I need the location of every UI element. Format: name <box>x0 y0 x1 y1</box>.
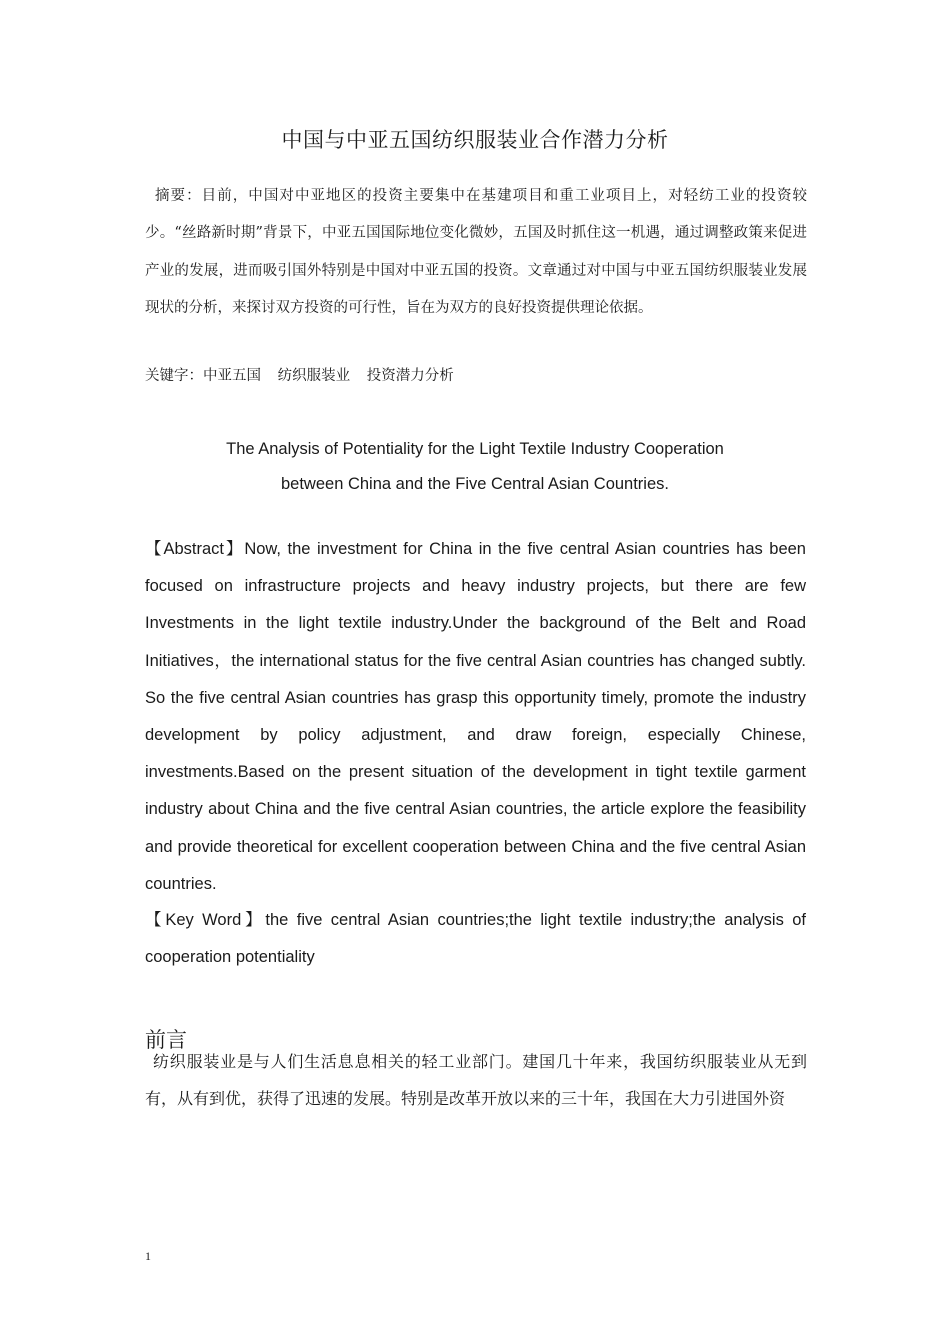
english-title-line1: The Analysis of Potentiality for the Light Textile Industry Cooperation <box>226 440 724 458</box>
english-title <box>0 432 950 502</box>
chinese-keywords: 关键字：中亚五国 纺织服装业 投资潜力分析 <box>145 368 454 384</box>
page-number: 1 <box>145 1249 151 1263</box>
english-keywords: 【Key Word】the five central Asian countries;the light textile industry;the analysis of cooperation potentiality <box>145 911 806 966</box>
section-body: 纺织服装业是与人们生活息息相关的轻工业部门。建国几十年来，我国纺织服装业从无到有，从有到优，获得了迅速的发展。特别是改革开放以来的三十年，我国在大力引进国外资 <box>145 1052 807 1108</box>
english-abstract: 【Abstract】Now, the investment for China in the five central Asian countries has been focused on infrastructure projects and heavy industry projects, but there are few Investments in the light textile industry.Under the background of the Belt and Road Initiatives，the international status for the five central Asian countries has changed subtly. So the five central Asian countries has grasp this opportunity timely, promote the industry development by policy adjustment, and draw foreign, especially Chinese, investments.Based on the present situation of the development in tight textile garment industry about China and the five central Asian countries, the article explore the feasibility and provide theoretical for excellent cooperation between China and the five central Asian countries. <box>145 540 806 893</box>
section-heading: 前言 <box>145 1028 187 1052</box>
english-title-line2: between China and the Five Central Asian Countries. <box>281 475 669 493</box>
document-title: 中国与中亚五国纺织服装业合作潜力分析 <box>281 128 669 152</box>
chinese-abstract: 摘要：目前，中国对中亚地区的投资主要集中在基建项目和重工业项目上，对轻纺工业的投资较少。“丝路新时期”背景下，中亚五国国际地位变化微妙，五国及时抓住这一机遇，通过调整政策来促进产业的发展，进而吸引国外特别是中国对中亚五国的投资。文章通过对中国与中亚五国纺织服装业发展现状的分析，来探讨双方投资的可行性，旨在为双方的良好投资提供理论依据。 <box>145 188 807 316</box>
